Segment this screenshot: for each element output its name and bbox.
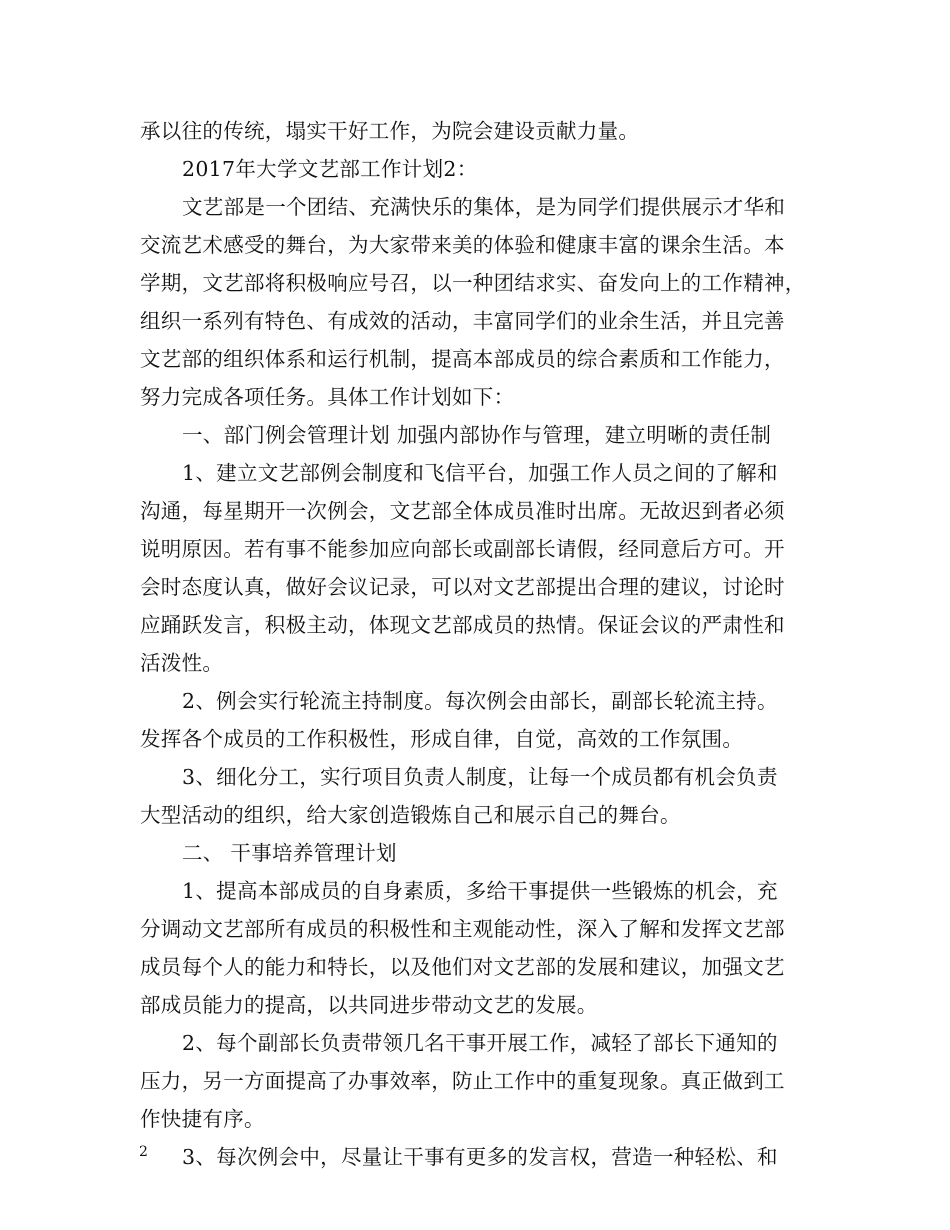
section-heading: 2017年大学文艺部工作计划2： [182,157,478,181]
section-heading: 二、 干事培养管理计划 [182,841,397,865]
text-line: 发挥各个成员的工作积极性，形成自律，自觉，高效的工作氛围。 [140,727,744,751]
text-line: 2、例会实行轮流主持制度。每次例会由部长，副部长轮流主持。 [182,689,778,713]
text-line: 大型活动的组织，给大家创造锻炼自己和展示自己的舞台。 [140,803,681,827]
section-heading: 一、部门例会管理计划 加强内部协作与管理，建立明晰的责任制 [182,423,772,447]
text-line: 活泼性。 [140,651,224,675]
text-line: 文艺部的组织体系和运行机制，提高本部成员的综合素质和工作能力， [140,347,785,371]
text-line: 文艺部是一个团结、充满快乐的集体，是为同学们提供展示才华和 [182,195,786,219]
text-line: 2、每个副部长负责带领几名干事开展工作，减轻了部长下通知的 [182,1031,778,1055]
text-line: 作快捷有序。 [140,1107,265,1131]
text-line: 部成员能力的提高，以共同进步带动文艺的发展。 [140,993,598,1017]
page-number: 2 [139,1144,148,1160]
text-line: 组织一系列有特色、有成效的活动，丰富同学们的业余生活，并且完善 [140,309,785,333]
text-line: 3、每次例会中，尽量让干事有更多的发言权，营造一种轻松、和 [182,1145,778,1169]
text-line: 沟通，每星期开一次例会，文艺部全体成员准时出席。无故迟到者必须 [140,499,785,523]
text-line: 交流艺术感受的舞台，为大家带来美的体验和健康丰富的课余生活。本 [140,233,785,257]
text-line: 会时态度认真，做好会议记录，可以对文艺部提出合理的建议，讨论时 [140,575,785,599]
text-line: 承以往的传统，塌实干好工作，为院会建设贡献力量。 [140,119,640,143]
text-line: 说明原因。若有事不能参加应向部长或副部长请假，经同意后方可。开 [140,537,785,561]
text-line: 努力完成各项任务。具体工作计划如下： [140,385,515,409]
text-line: 压力，另一方面提高了办事效率，防止工作中的重复现象。真正做到工 [140,1069,785,1093]
text-line: 学期，文艺部将积极响应号召，以一种团结求实、奋发向上的工作精神， [140,271,806,295]
text-line: 应踊跃发言，积极主动，体现文艺部成员的热情。保证会议的严肃性和 [140,613,785,637]
text-line: 1、建立文艺部例会制度和飞信平台，加强工作人员之间的了解和 [182,461,778,485]
text-line: 成员每个人的能力和特长，以及他们对文艺部的发展和建议，加强文艺 [140,955,785,979]
text-line: 分调动文艺部所有成员的积极性和主观能动性，深入了解和发挥文艺部 [140,917,785,941]
text-line: 1、提高本部成员的自身素质，多给干事提供一些锻炼的机会，充 [182,879,778,903]
text-line: 3、细化分工，实行项目负责人制度，让每一个成员都有机会负责 [182,765,778,789]
